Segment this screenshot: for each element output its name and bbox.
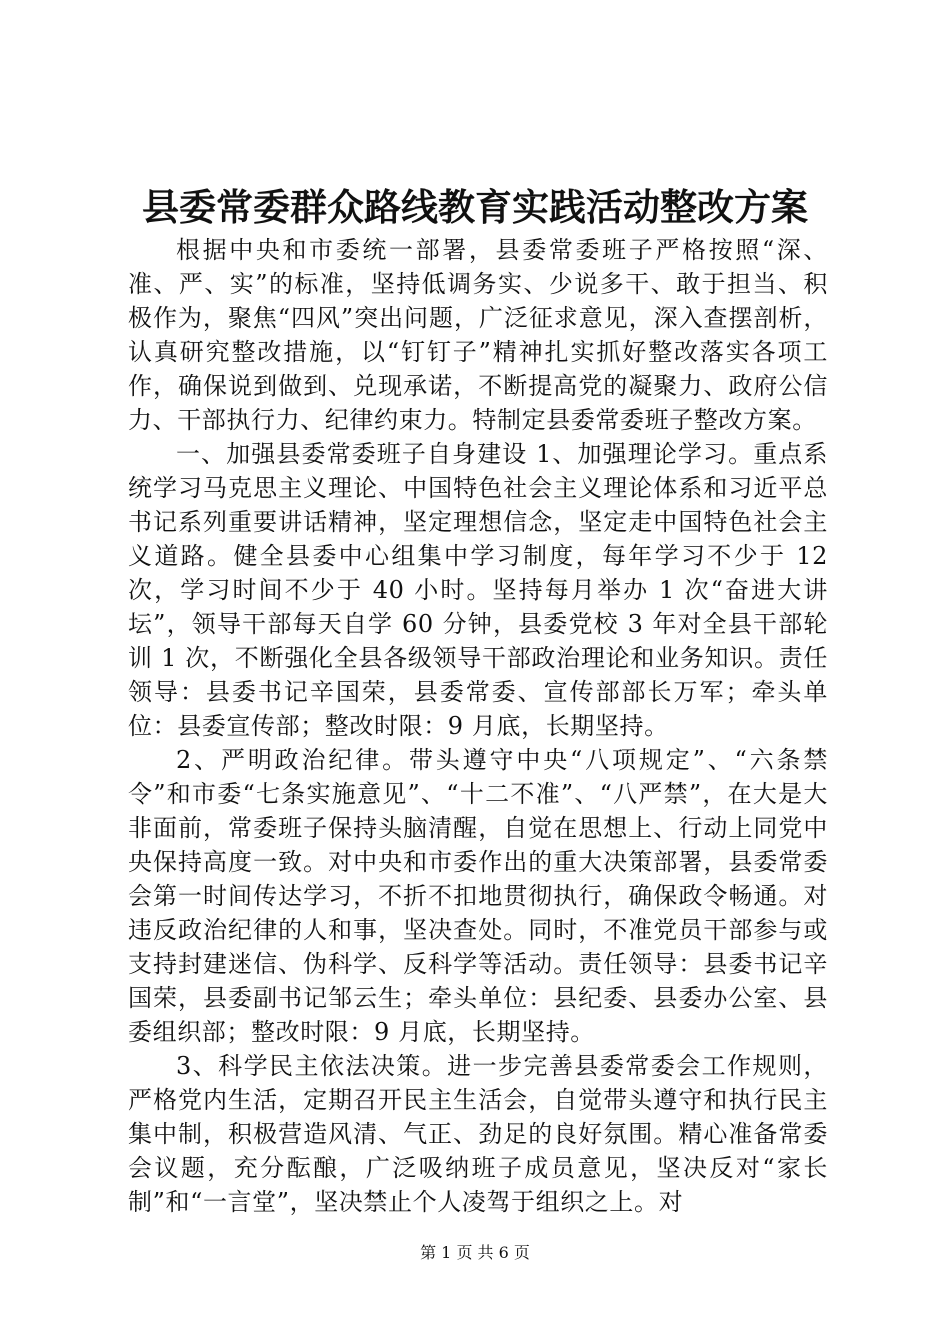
paragraph-section-3: 3、科学民主依法决策。进一步完善县委常委会工作规则，严格党内生活，定期召开民主生活会，自觉带头遵守和执行民主集中制，积极营造风清、气正、劲足的良好氛围。精心准备常委会议题，充分酝酿，广泛吸纳班子成员意见，坚决反对“家长制”和“一言堂”，坚决禁止个人凌驾于组织之上。对 <box>128 1052 828 1216</box>
document-body <box>128 233 828 1219</box>
paragraph-section-1: 一、加强县委常委班子自身建设 1、加强理论学习。重点系统学习马克思主义理论、中国特色社会主义理论体系和习近平总书记系列重要讲话精神，坚定理想信念，坚定走中国特色社会主义道路。健全县委中心组集中学习制度，每年学习不少于 12 次，学习时间不少于 40 小时。坚持每月举办 1 次“奋进大讲坛”，领导干部每天自学 60 分钟，县委党校 3 年对全县干部轮训 1 次，不断强化全县各级领导干部政治理论和业务知识。责任领导：县委书记辛国荣，县委常委、宣传部部长万军；牵头单位：县委宣传部；整改时限：9 月底，长期坚持。 <box>128 440 828 740</box>
page-number-footer: 第 1 页 共 6 页 <box>420 1243 530 1262</box>
paragraph-intro: 根据中央和市委统一部署，县委常委班子严格按照“深、准、严、实”的标准，坚持低调务实、少说多干、敢于担当、积极作为，聚焦“四风”突出问题，广泛征求意见，深入查摆剖析，认真研究整改措施，以“钉钉子”精神扎实抓好整改落实各项工作，确保说到做到、兑现承诺，不断提高党的凝聚力、政府公信力、干部执行力、纪律约束力。特制定县委常委班子整改方案。 <box>128 236 828 434</box>
paragraph-section-2: 2、严明政治纪律。带头遵守中央“八项规定”、“六条禁令”和市委“七条实施意见”、“十二不准”、“八严禁”，在大是大非面前，常委班子保持头脑清醒，自觉在思想上、行动上同党中央保持高度一致。对中央和市委作出的重大决策部署，县委常委会第一时间传达学习，不折不扣地贯彻执行，确保政令畅通。对违反政治纪律的人和事，坚决查处。同时，不准党员干部参与或支持封建迷信、伪科学、反科学等活动。责任领导：县委书记辛国荣，县委副书记邹云生；牵头单位：县纪委、县委办公室、县委组织部；整改时限：9 月底，长期坚持。 <box>128 746 828 1046</box>
document-title: 县委常委群众路线教育实践活动整改方案 <box>142 185 808 229</box>
